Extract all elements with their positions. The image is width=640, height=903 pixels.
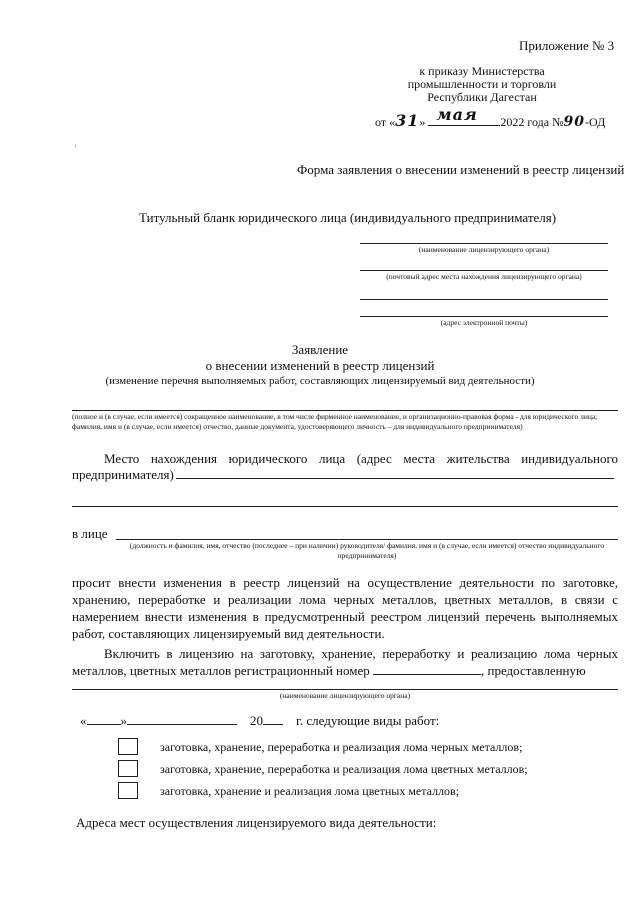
statement-subtitle-2: (изменение перечня выполняемых работ, составляющих лицензируемый вид деятельности) [105, 375, 535, 387]
order-line-1: к приказу Министерства [419, 64, 545, 78]
stray-mark: · [74, 142, 77, 151]
licensing-body-line[interactable] [72, 689, 618, 690]
applicant-caption: (полное и (в случае, если имеется) сокращенное наименование, в том числе фирменное наименование, и организационно-правовая форма - для юридического лица; фамилия, имя и (в случае, если имеется) отчество, данные документа, удостоверяющего личность – для индивидуального предпринимателя) [72, 412, 598, 431]
registration-number-field[interactable] [373, 662, 481, 675]
date-month-field-2[interactable] [127, 712, 237, 725]
applicant-line[interactable] [72, 410, 618, 411]
work-type-checkbox-3[interactable] [118, 782, 138, 799]
date-open-quote: « [80, 713, 87, 728]
request-text: просит внести изменения в реестр лицензий на осуществление деятельности по заготовке, хранению, переработке и реализации лома черных металлов, цветных металлов, в связи с намерением внести изменения в предусмотренный реестром лицензий перечень выполняемых работ, составляющих лицензируемый вид деятельности. [72, 575, 618, 641]
addressee-line-2[interactable] [360, 270, 608, 271]
include-text-1: Включить в лицензию на заготовку, хранение, переработку и реализацию лома черных металлов, цветных металлов регистрационный номер [72, 646, 618, 678]
date-month-field [428, 105, 500, 126]
date-year-field[interactable] [263, 712, 283, 725]
in-person-line[interactable] [116, 539, 618, 540]
date-day-handwritten: 31 [395, 111, 420, 130]
addressee-line-1[interactable] [360, 243, 608, 244]
addressee-caption-2: (почтовый адрес места нахождения лицензирующего органа) [386, 272, 582, 281]
date-day-field[interactable] [87, 712, 121, 725]
in-person-caption: (должность и фамилия, имя, отчество (последнее – при наличии) руководителя/ фамилия, имя и (в случае, если имеется) отчество индивидуального предпринимателя) [129, 541, 605, 560]
work-type-label-3: заготовка, хранение и реализация лома цветных металлов; [160, 784, 460, 798]
order-line-3: Республики Дагестан [427, 90, 537, 104]
date-year: 2022 года № [500, 115, 564, 129]
work-type-label-1: заготовка, хранение, переработка и реализация лома черных металлов; [160, 740, 523, 754]
statement-subtitle: о внесении изменений в реестр лицензий [205, 358, 435, 373]
addressee-line-4[interactable] [360, 316, 608, 317]
title-blank: Титульный бланк юридического лица (индивидуального предпринимателя) [139, 210, 557, 225]
work-type-checkbox-2[interactable] [118, 760, 138, 777]
addresses-label: Адреса мест осуществления лицензируемого вида деятельности: [76, 815, 437, 830]
addressee-line-3[interactable] [360, 299, 608, 300]
addressee-caption-1: (наименование лицензирующего органа) [418, 245, 550, 254]
licensing-body-caption: (наименование лицензирующего органа) [279, 691, 411, 700]
order-date-line [375, 105, 625, 137]
date-row-suffix: г. следующие виды работ: [296, 713, 440, 728]
date-month-handwritten: мая [436, 105, 478, 124]
date-from: от « [375, 115, 396, 129]
location-text-content: Место нахождения юридического лица (адрес места жительства индивидуального предпринимателя) [72, 451, 618, 482]
date-suffix: -ОД [585, 115, 606, 129]
appendix-number: Приложение № 3 [519, 38, 615, 53]
date-row [80, 712, 480, 729]
include-text [72, 645, 618, 679]
location-line-2[interactable] [72, 506, 618, 507]
work-type-checkbox-1[interactable] [118, 738, 138, 755]
date-number-handwritten: 90 [563, 114, 586, 130]
date-close-quote-2: » [120, 713, 127, 728]
date-year-prefix: 20 [250, 713, 263, 728]
addressee-caption-3: (адрес электронной почты) [440, 318, 528, 327]
order-line-2: промышленности и торговли [407, 77, 557, 91]
work-type-label-2: заготовка, хранение, переработка и реализация лома цветных металлов; [160, 762, 528, 776]
location-line-1[interactable] [176, 478, 614, 479]
in-person-label: в лице [72, 526, 108, 541]
form-title: Форма заявления о внесении изменений в реестр лицензий [297, 162, 625, 177]
date-close-quote: » [419, 115, 426, 129]
statement-title: Заявление [291, 342, 349, 357]
include-text-2: , предоставленную [481, 663, 586, 678]
